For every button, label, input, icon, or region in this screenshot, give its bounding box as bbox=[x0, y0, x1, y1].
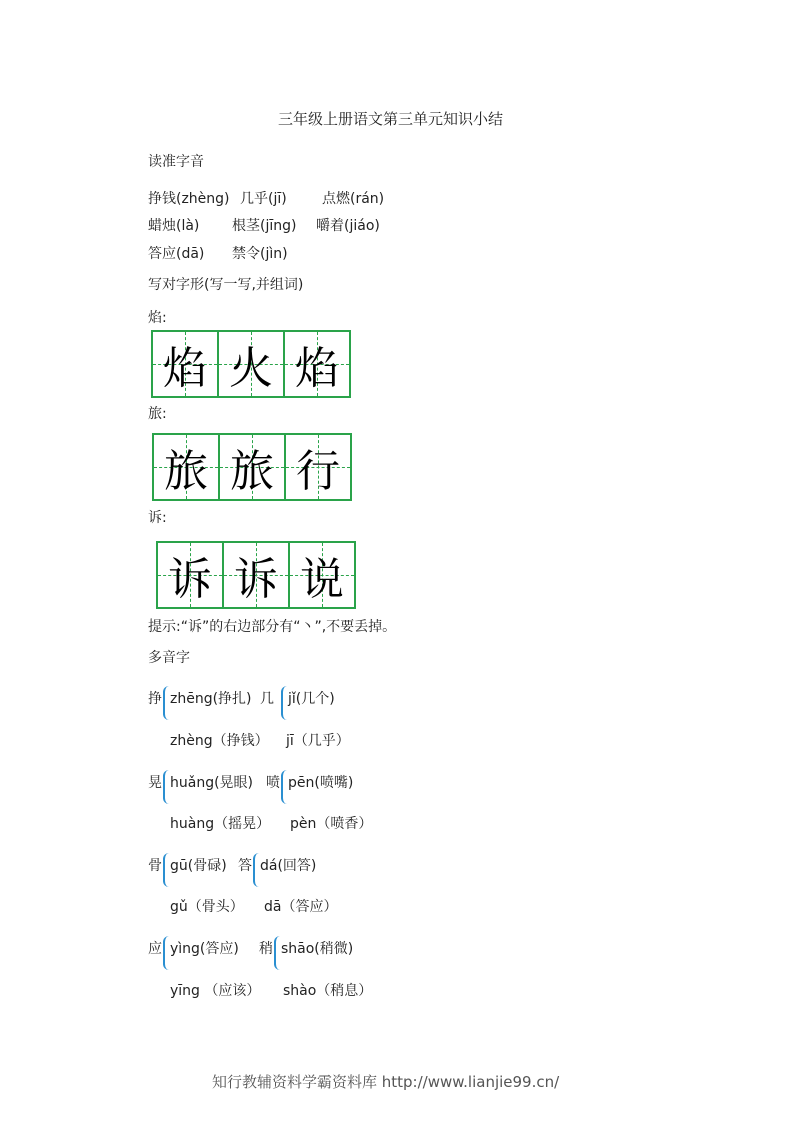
practice-char: 旅 bbox=[164, 446, 208, 497]
poly-reading: dá(回答) bbox=[260, 858, 317, 874]
poly-char: 应 bbox=[148, 941, 162, 957]
poly-reading: zhèng（挣钱） bbox=[170, 733, 269, 749]
footer-watermark: 知行教辅资料学霸资料库 http://www.lianjie99.cn/ bbox=[212, 1073, 560, 1091]
poly-reading: gǔ（骨头） bbox=[170, 899, 244, 915]
tianzige-cell bbox=[218, 433, 286, 501]
section-heading-read: 读准字音 bbox=[148, 154, 204, 170]
pinyin-item: 嚼着(jiáo) bbox=[316, 218, 380, 234]
tianzige-cell bbox=[284, 433, 352, 501]
poly-reading: jī（几乎） bbox=[286, 733, 350, 749]
poly-char: 骨 bbox=[148, 858, 162, 874]
practice-char: 旅 bbox=[230, 446, 274, 497]
poly-reading: pēn(喷嘴) bbox=[288, 775, 354, 791]
pinyin-item: 蜡烛(là) bbox=[148, 218, 200, 234]
practice-char: 诉 bbox=[234, 554, 278, 605]
poly-reading: pèn（喷香） bbox=[290, 816, 373, 832]
tianzige-cell bbox=[283, 330, 351, 398]
practice-char: 焰 bbox=[295, 343, 339, 394]
practice-char: 火 bbox=[229, 343, 273, 394]
poly-reading: huàng（摇晃） bbox=[170, 816, 271, 832]
poly-reading: yìng(答应) bbox=[170, 941, 239, 957]
write-group-label: 旅: bbox=[148, 406, 167, 422]
tianzige-grid bbox=[151, 330, 349, 398]
tianzige-cell bbox=[288, 541, 356, 609]
section-heading-write: 写对字形(写一写,并组词) bbox=[148, 277, 304, 293]
pinyin-item: 禁令(jìn) bbox=[232, 246, 288, 262]
poly-char: 挣 bbox=[148, 691, 162, 707]
pinyin-item: 挣钱(zhèng) bbox=[148, 191, 230, 207]
poly-reading: huǎng(晃眼) bbox=[170, 775, 254, 791]
poly-char: 答 bbox=[238, 858, 252, 874]
hint-text: 提示:“诉”的右边部分有“丶”,不要丢掉。 bbox=[148, 619, 397, 635]
tianzige-cell bbox=[217, 330, 285, 398]
pinyin-item: 几乎(jī) bbox=[240, 191, 287, 207]
write-group-label: 诉: bbox=[148, 510, 167, 526]
poly-reading: gū(骨碌) bbox=[170, 858, 227, 874]
practice-char: 焰 bbox=[163, 343, 207, 394]
tianzige-grid bbox=[152, 433, 350, 501]
write-group-label: 焰: bbox=[148, 310, 167, 326]
pinyin-item: 答应(dā) bbox=[148, 246, 205, 262]
poly-reading: yīng （应该） bbox=[170, 983, 261, 999]
poly-char: 几 bbox=[260, 691, 274, 707]
section-heading-poly: 多音字 bbox=[148, 650, 190, 666]
practice-char: 行 bbox=[296, 446, 340, 497]
tianzige-cell bbox=[222, 541, 290, 609]
practice-char: 诉 bbox=[168, 554, 212, 605]
tianzige-cell bbox=[151, 330, 219, 398]
poly-char: 稍 bbox=[259, 941, 273, 957]
poly-reading: shào（稍息） bbox=[283, 983, 373, 999]
poly-reading: dā（答应） bbox=[264, 899, 338, 915]
page-title: 三年级上册语文第三单元知识小结 bbox=[278, 110, 504, 128]
poly-reading: shāo(稍微) bbox=[281, 941, 354, 957]
poly-char: 喷 bbox=[266, 775, 280, 791]
practice-char: 说 bbox=[300, 554, 344, 605]
tianzige-cell bbox=[152, 433, 220, 501]
pinyin-item: 根茎(jīng) bbox=[232, 218, 297, 234]
poly-reading: jǐ(几个) bbox=[288, 691, 335, 707]
poly-char: 晃 bbox=[148, 775, 162, 791]
poly-reading: zhēng(挣扎) bbox=[170, 691, 252, 707]
tianzige-grid bbox=[156, 541, 354, 609]
pinyin-item: 点燃(rán) bbox=[322, 191, 385, 207]
tianzige-cell bbox=[156, 541, 224, 609]
